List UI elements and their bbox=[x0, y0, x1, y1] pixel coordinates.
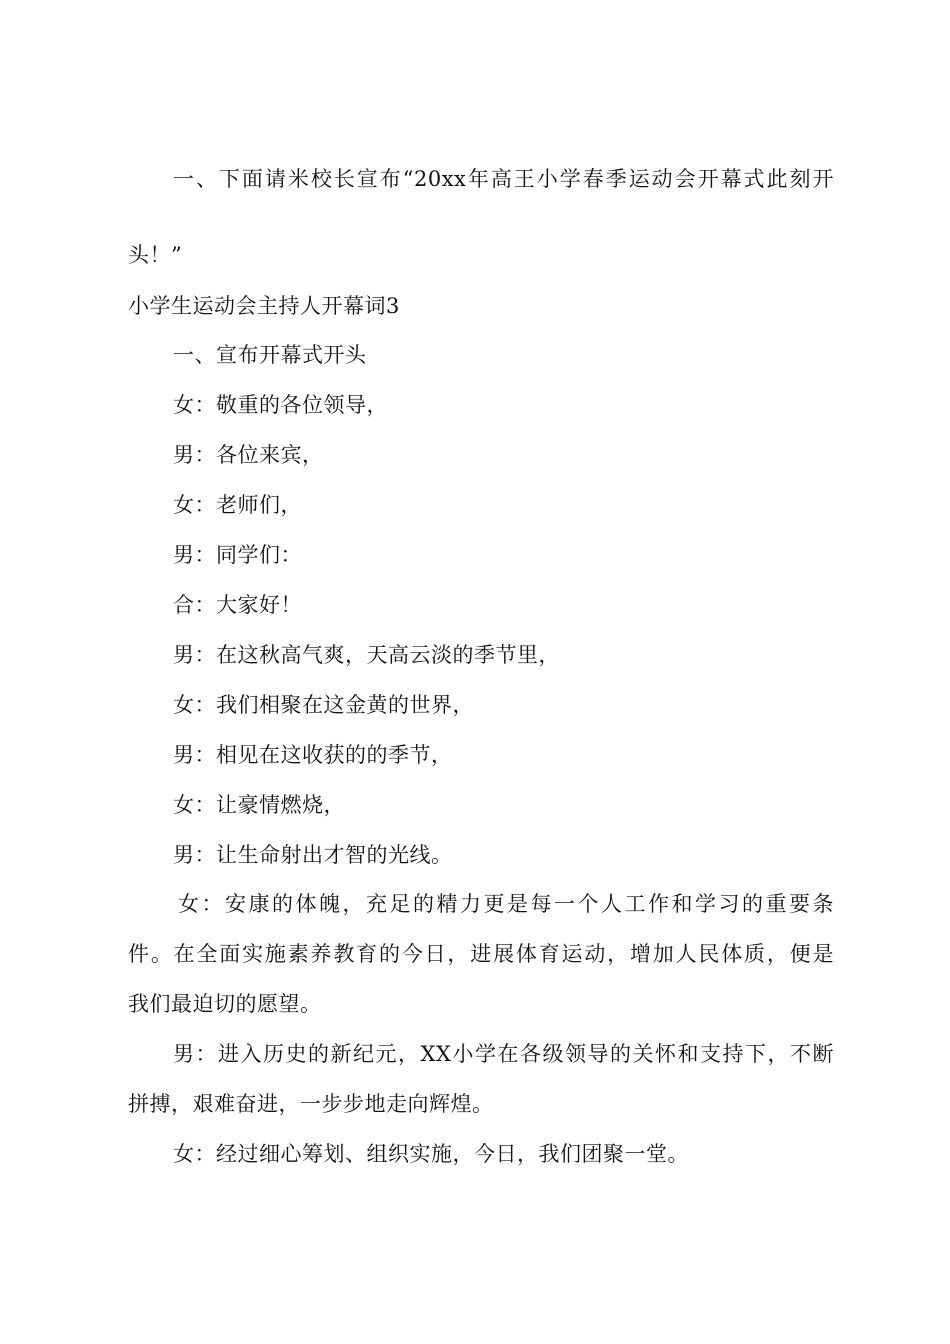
dialogue-line: 男：让生命射出才智的光线。 bbox=[173, 843, 453, 867]
dialogue-line: 男：各位来宾， bbox=[173, 443, 324, 467]
dialogue-line: 女：老师们， bbox=[173, 493, 302, 517]
section-heading: 小学生运动会主持人开幕词3 bbox=[128, 294, 400, 318]
paragraph-health-line-3: 我们最迫切的愿望。 bbox=[128, 992, 322, 1016]
dialogue-line: 女：我们相聚在这金黄的世界， bbox=[173, 693, 474, 717]
subsection-title: 一、宣布开幕式开头 bbox=[173, 343, 367, 367]
dialogue-line: 男：同学们： bbox=[173, 543, 302, 567]
paragraph-gathering: 女：经过细心筹划、组织实施，今日，我们团聚一堂。 bbox=[173, 1142, 689, 1166]
paragraph-history-line-2: 拼搏，艰难奋进，一步步地走向辉煌。 bbox=[128, 1092, 494, 1116]
dialogue-line: 合：大家好！ bbox=[173, 593, 302, 617]
dialogue-line: 女：让豪情燃烧， bbox=[173, 793, 345, 817]
paragraph-announcement-line-1: 一、下面请米校长宣布“20xx年高王小学春季运动会开幕式此刻开 bbox=[173, 167, 834, 191]
paragraph-announcement-line-2: 头！” bbox=[128, 243, 183, 267]
dialogue-line: 男：相见在这收获的的季节， bbox=[173, 743, 453, 767]
paragraph-health-line-2: 件。在全面实施素养教育的今日，进展体育运动，增加人民体质，便是 bbox=[128, 942, 834, 966]
paragraph-history-line-1: 男：进入历史的新纪元，XX小学在各级领导的关怀和支持下，不断 bbox=[173, 1042, 834, 1066]
paragraph-health-line-1: 女：安康的体魄，充足的精力更是每一个人工作和学习的重要条 bbox=[178, 892, 834, 916]
dialogue-line: 男：在这秋高气爽，天高云淡的季节里， bbox=[173, 643, 560, 667]
dialogue-line: 女：敬重的各位领导， bbox=[173, 393, 388, 417]
